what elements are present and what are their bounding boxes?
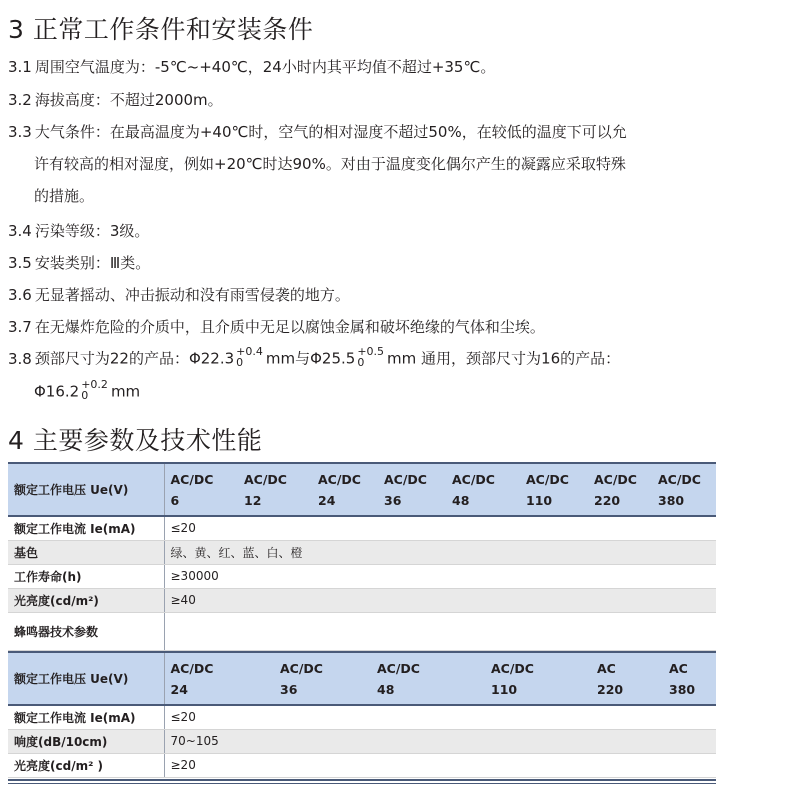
- row-value: ≤20: [164, 516, 716, 540]
- item-3-2: [8, 90, 223, 110]
- voltage-cell: [274, 652, 371, 705]
- voltage-value: 380: [669, 681, 696, 697]
- voltage-type: AC: [597, 660, 616, 676]
- voltage-cell: [663, 652, 716, 705]
- voltage-cell: [446, 463, 520, 516]
- voltage-cell: [520, 463, 588, 516]
- voltage-type: AC/DC: [318, 471, 361, 487]
- table-row: [8, 729, 716, 753]
- table-row: [8, 516, 716, 540]
- row-value: ≥40: [164, 588, 716, 612]
- item-3-8: [8, 345, 621, 370]
- indicator-params-table: [8, 462, 716, 651]
- tolerance-lower: 0: [357, 356, 365, 369]
- row-value: ≥30000: [164, 564, 716, 588]
- voltage-cell: [652, 463, 716, 516]
- item-number: 3.2: [8, 91, 32, 109]
- voltage-cell: [312, 463, 378, 516]
- voltage-cell: [238, 463, 312, 516]
- table-row: [8, 753, 716, 777]
- item-3-3: [8, 122, 627, 142]
- item-text-line2b: mm: [110, 382, 141, 401]
- item-text: 周围空气温度为：-5℃~+40℃，24小时内其平均值不超过+35℃。: [34, 58, 496, 76]
- voltage-type: AC: [669, 660, 688, 676]
- row-label: 工作寿命(h): [8, 564, 164, 588]
- tolerance-lower: 0: [81, 389, 89, 402]
- voltage-value: 220: [594, 492, 621, 508]
- voltage-value: 24: [318, 492, 336, 508]
- item-text: 无显著摇动、冲击振动和没有雨雪侵袭的地方。: [34, 286, 350, 304]
- item-text: 污染等级：3级。: [34, 222, 150, 240]
- item-text: 大气条件：在最高温度为+40℃时，空气的相对湿度不超过50%，在较低的温度下可以允: [34, 123, 627, 141]
- voltage-type: AC/DC: [658, 471, 701, 487]
- section-4-title: 4 主要参数及技术性能: [8, 426, 263, 455]
- table-row: [8, 612, 716, 650]
- voltage-value: 110: [526, 492, 553, 508]
- header-label: 额定工作电压 Ue(V): [8, 463, 164, 516]
- voltage-value: 380: [658, 492, 685, 508]
- table-bottom-rule-thin: [8, 783, 716, 784]
- voltage-type: AC/DC: [170, 471, 214, 487]
- table-row: [8, 705, 716, 729]
- item-text-part2: mm与Φ25.5: [265, 349, 356, 368]
- voltage-type: AC/DC: [384, 471, 427, 487]
- voltage-type: AC/DC: [244, 471, 287, 487]
- item-3-4: [8, 221, 149, 241]
- voltage-cell: [164, 652, 274, 705]
- item-text-part1: 颈部尺寸为22的产品：Φ22.3: [34, 349, 235, 368]
- header-label: 额定工作电压 Ue(V): [8, 652, 164, 705]
- item-3-5: [8, 253, 150, 273]
- row-label: 光亮度(cd/m² ): [8, 753, 164, 777]
- voltage-type: AC/DC: [377, 660, 420, 676]
- item-number: 3.4: [8, 222, 32, 240]
- voltage-type: AC/DC: [491, 660, 534, 676]
- item-number: 3.8: [8, 349, 32, 368]
- voltage-value: 110: [491, 681, 518, 697]
- row-label: 光亮度(cd/m²): [8, 588, 164, 612]
- item-number: 3.7: [8, 318, 32, 336]
- voltage-header-row: [8, 463, 716, 516]
- item-text: 海拔高度：不超过2000m。: [34, 91, 223, 109]
- row-label: 响度(dB/10cm): [8, 729, 164, 753]
- item-3-8-cont: [34, 378, 141, 403]
- row-label: 基色: [8, 540, 164, 564]
- voltage-cell: [591, 652, 663, 705]
- table-row: [8, 564, 716, 588]
- row-value: 70~105: [164, 729, 716, 753]
- item-3-6: [8, 285, 350, 305]
- voltage-type: AC/DC: [170, 660, 214, 676]
- tolerance-upper: +0.2: [81, 378, 108, 391]
- item-number: 3.3: [8, 123, 32, 141]
- item-text: 在无爆炸危险的介质中，且介质中无足以腐蚀金属和破坏绝缘的气体和尘埃。: [34, 318, 545, 336]
- row-value: [164, 612, 716, 650]
- section-3-title: 3 正常工作条件和安装条件: [8, 15, 314, 44]
- table-row: [8, 540, 716, 564]
- voltage-value: 12: [244, 492, 262, 508]
- row-label: 蜂鸣器技术参数: [8, 612, 164, 650]
- voltage-type: AC/DC: [526, 471, 569, 487]
- item-number: 3.1: [8, 58, 32, 76]
- item-3-3-cont-2: 的措施。: [34, 187, 95, 205]
- voltage-header-row: [8, 652, 716, 705]
- item-text-line2a: Φ16.2: [34, 382, 80, 401]
- tolerance-3: [81, 379, 108, 401]
- buzzer-params-table: [8, 651, 716, 778]
- voltage-value: 6: [170, 492, 180, 508]
- tolerance-lower: 0: [236, 356, 244, 369]
- voltage-cell: [378, 463, 446, 516]
- row-label: 额定工作电流 Ie(mA): [8, 705, 164, 729]
- voltage-type: AC/DC: [594, 471, 637, 487]
- voltage-value: 36: [384, 492, 402, 508]
- voltage-cell: [485, 652, 591, 705]
- voltage-value: 36: [280, 681, 298, 697]
- voltage-value: 220: [597, 681, 624, 697]
- voltage-cell: [371, 652, 485, 705]
- voltage-value: 24: [170, 681, 188, 697]
- row-value: ≥20: [164, 753, 716, 777]
- tolerance-upper: +0.5: [357, 345, 385, 358]
- item-text: 安装类别：Ⅲ类。: [34, 254, 151, 272]
- table-bottom-rule: [8, 779, 716, 781]
- tolerance-upper: +0.4: [236, 345, 263, 358]
- item-text-part3: mm 通用，颈部尺寸为16的产品：: [387, 349, 621, 368]
- table-row: [8, 588, 716, 612]
- row-value: ≤20: [164, 705, 716, 729]
- item-3-1: [8, 57, 495, 77]
- item-3-3-cont-1: 许有较高的相对湿度，例如+20℃时达90%。对由于温度变化偶尔产生的凝露应采取特殊: [34, 155, 626, 173]
- item-3-7: [8, 317, 545, 337]
- voltage-cell: [588, 463, 652, 516]
- voltage-value: 48: [452, 492, 470, 508]
- item-number: 3.5: [8, 254, 32, 272]
- tolerance-1: [236, 346, 263, 368]
- row-value: 绿、黄、红、蓝、白、橙: [164, 540, 716, 564]
- voltage-value: 48: [377, 681, 395, 697]
- tolerance-2: [357, 346, 384, 368]
- voltage-type: AC/DC: [452, 471, 495, 487]
- voltage-type: AC/DC: [280, 660, 323, 676]
- row-label: 额定工作电流 Ie(mA): [8, 516, 164, 540]
- item-number: 3.6: [8, 286, 32, 304]
- voltage-cell: [164, 463, 238, 516]
